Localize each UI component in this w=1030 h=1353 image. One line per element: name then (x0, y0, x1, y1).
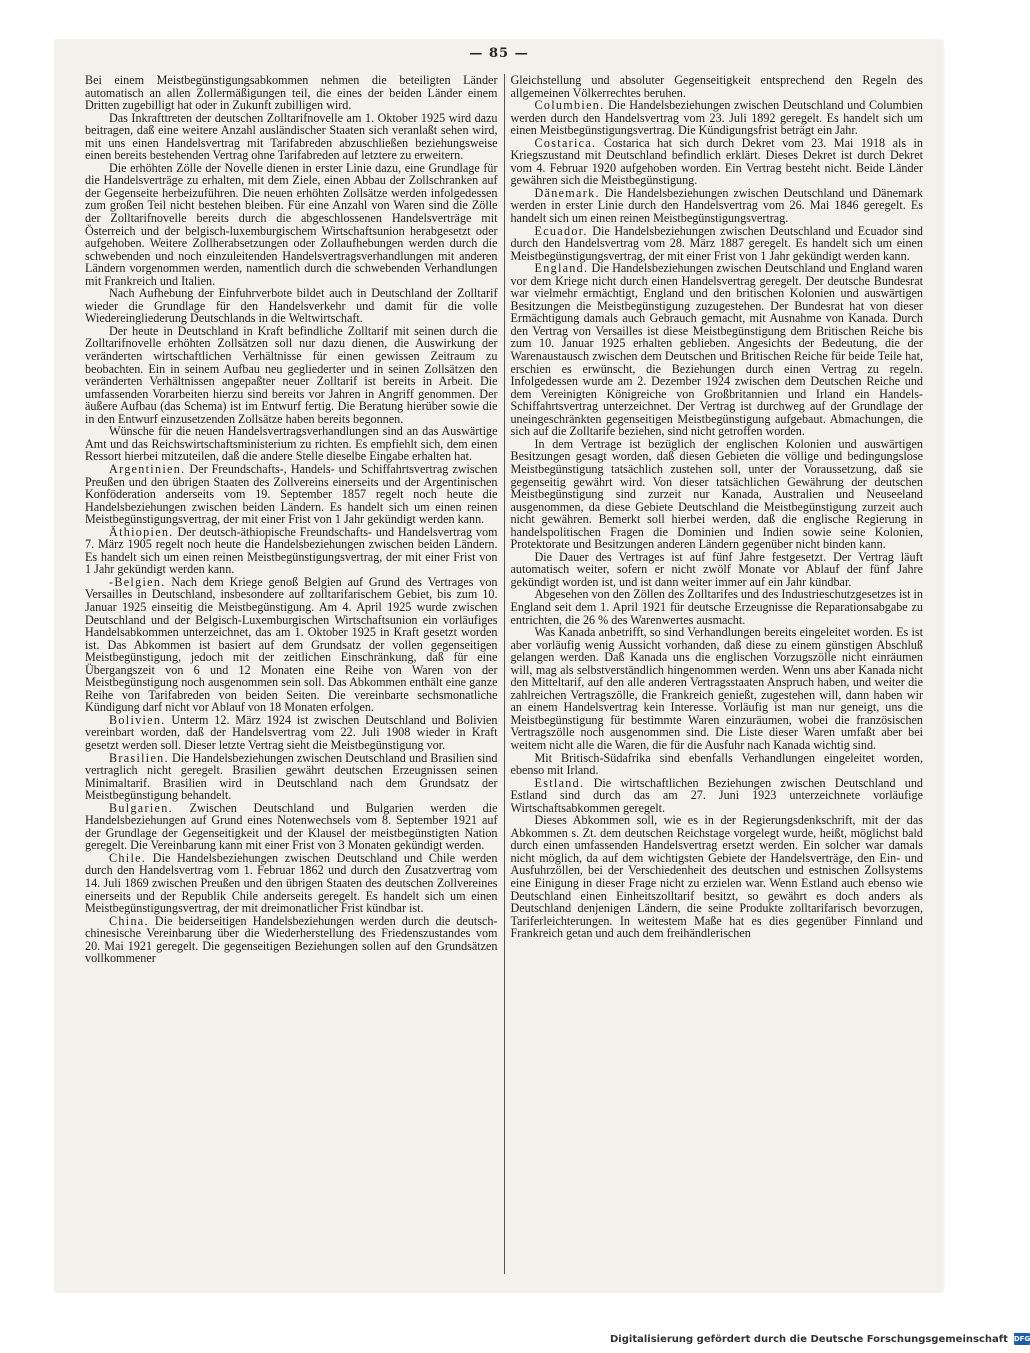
paragraph-text: Nach Aufhebung der Einfuhrverbote bildet auch in Deutschland der Zolltarif wieder die Grundlage für den Handelsverkehr und damit für die volle Wiedereingliederung Deutschlands in die Weltwirtschaft. (85, 286, 498, 326)
paragraph-text: Die Handelsbeziehungen zwischen Deutschland und Columbien werden durch den Handelsvertrag vom 23. Juli 1892 geregelt. Es handelt sich um einen Meistbegünstigungsvertrag. Die Kündigungsfrist beträgt ein Jahr. (510, 98, 923, 138)
country-heading: Brasilien. (109, 750, 169, 765)
paragraph-text: Die erhöhten Zölle der Novelle dienen in erster Linie dazu, eine Grundlage für die Handelsverträge zu erhalten, mit dem Ziele, einen Abbau der Zollschranken auf der Gegenseite herbeizuführen. Die neuen erhöhten Zollsätze werden infolgedessen zum großen Teil nicht bestehen bleiben. Für eine Anzahl von Waren sind die Zölle der Zolltarifnovelle bereits durch die abgeschlossenen Handelsverträge mit Österreich und der belgisch-luxemburgischem Wirtschaftsunion herabgesetzt oder aufgehoben. Weitere Zollherabsetzungen oder Zollaufhebungen werden durch die schwebenden und noch einzuleitenden Handelsvertragsverhandlungen mit anderen Ländern vorgenommen werden, namentlich durch die schwebenden Verhandlungen mit Frankreich und Italien. (85, 160, 498, 288)
paragraph-text: Die Handelsbeziehungen zwischen Deutschland und England waren vor dem Kriege nicht durch einen Handelsvertrag geregelt. Der deutsche Bundesrat war vielmehr ermächtigt, England und den britischen Kolonien und auswärtigen Besitzungen die Meistbegünstigung zuzugestehen. Der Bundesrat hat von dieser Ermächtigung damals auch Gebrauch gemacht, mit Ausnahme von Kanada. Durch den Vertrag von Versailles ist diese Meistbegünstigung dem Britischen Reiche bis zum 10. Januar 1925 erhalten geblieben. Angesichts der Bedeutung, die der Warenaustausch zwischen dem Deutschen und Britischen Reiche für beide Teile hat, erschien es erwünscht, die Beziehungen durch einen Vertrag zu regeln. Infolgedessen wurde am 2. Dezember 1924 zwischen dem Deutschen Reiche und dem Vereinigten Königreiche von Großbritannien und Irland ein Handels-Schiffahrtsvertrag unterzeichnet. Der Vertrag ist durchweg auf der Grundlage der uneingeschränkten gegenseitigen Meistbegünstigung aufgebaut. Abmachungen, die sich auf die Zolltarife beziehen, sind nicht getroffen worden. (510, 261, 923, 439)
country-heading: Bulgarien. (109, 800, 173, 815)
paragraph-text: Nach dem Kriege genoß Belgien auf Grund des Vertrages von Versailles in Deutschland, insbesondere auf zolltarifarischem Gebiet, bis zum 10. Januar 1925 einseitig die Meistbegünstigung. Am 4. April 1925 wurde zwischen Deutschland und der Belgisch-Luxemburgischen Wirtschaftsunion ein vorläufiges Handelsabkommen unterzeichnet, das am 1. Oktober 1925 in Kraft gesetzt worden ist. Das Abkommen ist basiert auf dem Grundsatz der vollen gegenseitigen Meistbegünstigung, jedoch mit der zeitlichen Einschränkung, daß für eine Übergangszeit von 6 und 12 Monaten eine Reihe von Waren von der Meistbegünstigung noch ausgenommen sein soll. Das Abkommen enthält eine ganze Reihe von Tarifabreden von beiden Seiten. Die vereinbarte sechsmonatliche Kündigung darf nicht vor Ablauf von 18 Monaten erfolgen. (85, 574, 498, 715)
paragraph-text: Wünsche für die neuen Handelsvertragsverhandlungen sind an das Auswärtige Amt und das Reichswirtschaftsministerium zu richten. Es empfiehlt sich, dem einen Ressort hierbei mitzuteilen, daß die andere Stelle dieselbe Eingabe erhalten hat. (85, 424, 498, 464)
paragraph (510, 777, 923, 815)
paragraph-text: Die Dauer des Vertrages ist auf fünf Jahre festgesetzt. Der Vertrag läuft automatisch weiter, sofern er nicht zwölf Monate vor Ablauf der fünf Jahre gekündigt worden ist, und ist dann weiter immer auf ein Jahr kündbar. (510, 549, 923, 589)
paragraph (510, 438, 923, 551)
column-divider (504, 74, 505, 1274)
country-heading: -Belgien. (109, 574, 166, 589)
paragraph (510, 187, 923, 225)
paragraph (85, 526, 498, 576)
left-column (85, 74, 498, 1274)
footer-credit (610, 1330, 1030, 1348)
paragraph-text: Costarica hat sich durch Dekret vom 23. Mai 1918 als in Kriegszustand mit Deutschland befindlich erklärt. Dieses Dekret ist durch Dekret vom 4. Februar 1920 aufgehoben worden. Ein Vertrag besteht nicht. Beide Länder gewähren sich die Meistbegünstigung. (510, 135, 923, 188)
paragraph-text: Dieses Abkommen soll, wie es in der Regierungsdenkschrift, mit der das Abkommen s. Zt. dem deutschen Reichstage vorgelegt wurde, heißt, möglichst bald durch einen umfassenden Handelsvertrag ersetzt werden. Ein solcher war damals nicht möglich, da auf dem wichtigsten Gebiete der Handelsverträge, den Ein- und Ausfuhrzöllen, bei der Verschiedenheit des deutschen und estnischen Zollsystems eine Einigung in dieser Frage nicht zu erzielen war. Wenn Estland auch ebenso wie Deutschland einen Einheitszolltarif besitzt, so gewährt es doch anders als Deutschland denjenigen Ländern, die seine Produkte zolltarifarisch bevorzugen, Tariferleichterungen. In weitestem Maße hat es dies gegenüber Finnland und Frankreich getan und auch dem freihändlerischen (510, 813, 923, 941)
paragraph (510, 225, 923, 263)
country-heading: China. (109, 913, 149, 928)
paragraph-text: Zwischen Deutschland und Bulgarien werden die Handelsbeziehungen auf Grund eines Notenwechsels vom 8. September 1921 auf der Grundlage der Gegenseitigkeit und der Klausel der meistbegünstigten Nation geregelt. Die Vereinbarung kann mit einer Frist von 3 Monaten gekündigt werden. (85, 800, 498, 853)
paragraph-text: Abgesehen von den Zöllen des Zolltarifes und des Industrieschutzgesetzes ist in England seit dem 1. April 1921 für deutsche Erzeugnisse die Reparationsabgabe zu entrichten, die 26 % des Warenwertes ausmacht. (510, 587, 923, 627)
paragraph-text: Der heute in Deutschland in Kraft befindliche Zolltarif mit seinen durch die Zolltarifnovelle erhöhten Zollsätzen soll nur dazu dienen, die Auswirkung der veränderten wirtschaftlichen Verhältnisse für einen gewissen Zeitraum zu beobachten. Ein in seinem Aufbau neu gegliederter und in seinen Zollsätzen den veränderten Verhältnissen angepaßter neuer Zolltarif ist bereits in Arbeit. Die umfassenden Vorarbeiten hierzu sind bereits vor Jahren in Angriff genommen. Der äußere Aufbau (das Schema) ist im Entwurf fertig. Die Beratung hierüber sowie die in den Entwurf einzusetzenden Zollsätze haben bereits begonnen. (85, 323, 498, 426)
paragraph-text: Die wirtschaftlichen Beziehungen zwischen Deutschland und Estland sind durch das am 27. Juni 1923 unterzeichnete vorläufige Wirtschaftsabkommen geregelt. (510, 775, 923, 815)
paragraph (510, 626, 923, 751)
paragraph (85, 112, 498, 162)
right-column (510, 74, 923, 1274)
paragraph-text: Gleichstellung und absoluter Gegenseitigkeit entsprechend den Regeln des allgemeinen Völkerrechtes beruhen. (510, 73, 923, 100)
paragraph (510, 99, 923, 137)
paragraph (85, 425, 498, 463)
country-heading: Argentinien. (109, 461, 186, 476)
paragraph (85, 752, 498, 802)
paragraph (85, 74, 498, 112)
footer-text: Digitalisierung gefördert durch die Deutsche Forschungsgemeinschaft (610, 1333, 1008, 1345)
paragraph (85, 162, 498, 287)
paragraph-text: Die Handelsbeziehungen zwischen Deutschland und Brasilien sind vertraglich nicht geregelt. Brasilien gewährt deutschen Erzeugnissen seinen Minimaltarif. Brasilien wird in Deutschland nach dem Grundsatz der Meistbegünstigung behandelt. (85, 750, 498, 803)
paragraph-text: Unterm 12. März 1924 ist zwischen Deutschland und Bolivien vereinbart worden, daß der Handelsvertrag vom 22. Juli 1908 wieder in Kraft gesetzt werden soll. Dieser letzte Vertrag sieht die Meistbegünstigung vor. (85, 712, 498, 752)
paragraph-text: Bei einem Meistbegünstigungsabkommen nehmen die beteiligten Länder automatisch an allen Zollermäßigungen teil, die eines der beiden Länder einem Dritten zugebilligt hat oder in Zukunft zubilligen wird. (85, 73, 498, 113)
paragraph (510, 814, 923, 939)
paragraph-text: Was Kanada anbetrifft, so sind Verhandlungen bereits eingeleitet worden. Es ist aber vorläufig wenig Aussicht vorhanden, daß diese zu einem günstigen Abschluß gelangen werden. Daß Kanada uns die englischen Vorzugszölle nicht einräumen will, mag als selbstverständlich hingenommen werden. Wenn uns aber Kanada nicht den Mitteltarif, auf den alle anderen Vertragsstaaten Anspruch haben, und weiter die zahlreichen Vertragszölle, die Frankreich genießt, zugestehen will, dann haben wir an einem Handelsvertrag kein Interesse. Vorläufig ist man nur geneigt, uns die Meistbegünstigung für bestimmte Waren einzuräumen, wobei die französischen Vertragszölle noch ausgenommen sind. Die Liste dieser Waren umfaßt aber bei weitem nicht alle die Waren, die für die Ausfuhr nach Kanada wichtig sind. (510, 625, 923, 752)
scanned-page (55, 40, 943, 1292)
paragraph (510, 588, 923, 626)
paragraph (85, 576, 498, 714)
country-heading: Estland. (534, 775, 585, 790)
paragraph-text: Der deutsch-äthiopische Freundschafts- und Handelsvertrag vom 7. März 1905 regelt noch heute die Handelsbeziehungen zwischen beiden Ländern. Es handelt sich um einen reinen Meistbegünstigungsvertrag, der mit einer Frist von 1 Jahr gekündigt werden kann. (85, 524, 498, 577)
paragraph (85, 463, 498, 526)
paragraph (510, 551, 923, 589)
paragraph (85, 325, 498, 425)
paragraph (85, 852, 498, 915)
paragraph-text: Mit Britisch-Südafrika sind ebenfalls Verhandlungen eingeleitet worden, ebenso mit Irland. (510, 750, 923, 778)
country-heading: Bolivien. (109, 712, 166, 727)
country-heading: Columbien. (534, 98, 605, 113)
country-heading: Chile. (109, 850, 147, 865)
country-heading: Dänemark. (534, 185, 600, 200)
paragraph (510, 74, 923, 99)
paragraph-text: Die Handelsbeziehungen zwischen Deutschland und Chile werden durch den Handelsvertrag vom 1. Februar 1862 und durch den Zusatzvertrag vom 14. Juli 1869 zwischen Preußen und den übrigen Staaten des deutschen Zollvereines einerseits und der Republik Chile anderseits geregelt. Es handelt sich um einen Meistbegünstigungsvertrag, der mit dreimonatlicher Frist kündbar ist. (85, 850, 498, 916)
paragraph (510, 137, 923, 187)
paragraph-text: Die beiderseitigen Handelsbeziehungen werden durch die deutsch-chinesische Vereinbarung über die Wiederherstellung des Friedenszustandes vom 20. Mai 1921 geregelt. Die gegenseitigen Beziehungen sollen auf den Grundsätzen vollkommener (85, 913, 498, 966)
dfg-logo: DFG (1013, 1335, 1030, 1343)
paragraph (85, 915, 498, 965)
country-heading: Ecuador. (534, 223, 588, 238)
paragraph-text: In dem Vertrage ist bezüglich der englischen Kolonien und auswärtigen Besitzungen gesagt worden, daß diesen Gebieten die völlige und bedingungslose Meistbegünstigung tatsächlich zustehen soll, unter der Voraussetzung, daß sie gegenseitig gewährt wird. Von dieser tatsächlichen Gewährung der deutschen Meistbegünstigung sind zurzeit nur Kanada, Australien und Neuseeland ausgenommen, da diese Gebiete Deutschland die Meistbegünstigung zurzeit auch nicht gewähren. Bemerkt soll hierbei werden, daß die englische Regierung in handelspolitischen Fragen die Dominien und Indien sowie seine Kolonien, Protektorate und Besitzungen anderen Ländern gegenüber nicht binden kann. (510, 436, 923, 552)
country-heading: Costarica. (534, 135, 597, 150)
paragraph-text: Das Inkrafttreten der deutschen Zolltarifnovelle am 1. Oktober 1925 wird dazu beitragen, daß eine weitere Anzahl ausländischer Staaten sich veranlaßt sehen wird, mit uns einen Handelsvertrag mit Tarifabreden abzuschließen beziehungsweise einen bereits bestehenden Vertrag ohne Tarifabreden auf letztere zu erweitern. (85, 110, 498, 163)
paragraph-text: Die Handelsbeziehungen zwischen Deutschland und Dänemark werden in erster Linie durch den Handelsvertrag vom 26. Mai 1846 geregelt. Es handelt sich um einen reinen Meistbegünstigungsvertrag. (510, 185, 923, 226)
country-heading: England. (534, 261, 589, 276)
paragraph (85, 287, 498, 325)
paragraph-text: Die Handelsbeziehungen zwischen Deutschland und Ecuador sind durch den Handelsvertrag vom 28. März 1887 geregelt. Es handelt sich um einen Meistbegünstigungsvertrag, der mit einer Frist von 1 Jahr gekündigt werden kann. (510, 223, 923, 263)
paragraph (85, 802, 498, 852)
paragraph (510, 752, 923, 777)
paragraph-text: Der Freundschafts-, Handels- und Schiffahrtsvertrag zwischen Preußen und den übrigen Staaten des Zollvereins einerseits und der Argentinischen Konföderation anderseits vom 19. September 1857 regelt noch heute die Handelsbeziehungen zwischen beiden Ländern. Es handelt sich um einen reinen Meistbegünstigungsvertrag, der mit einer Frist von 1 Jahr gekündigt werden kann. (85, 461, 498, 527)
paragraph (510, 262, 923, 438)
page-number: — 85 — (469, 46, 529, 61)
paragraph (85, 714, 498, 752)
text-columns (85, 74, 923, 1274)
country-heading: Äthiopien. (109, 524, 174, 539)
